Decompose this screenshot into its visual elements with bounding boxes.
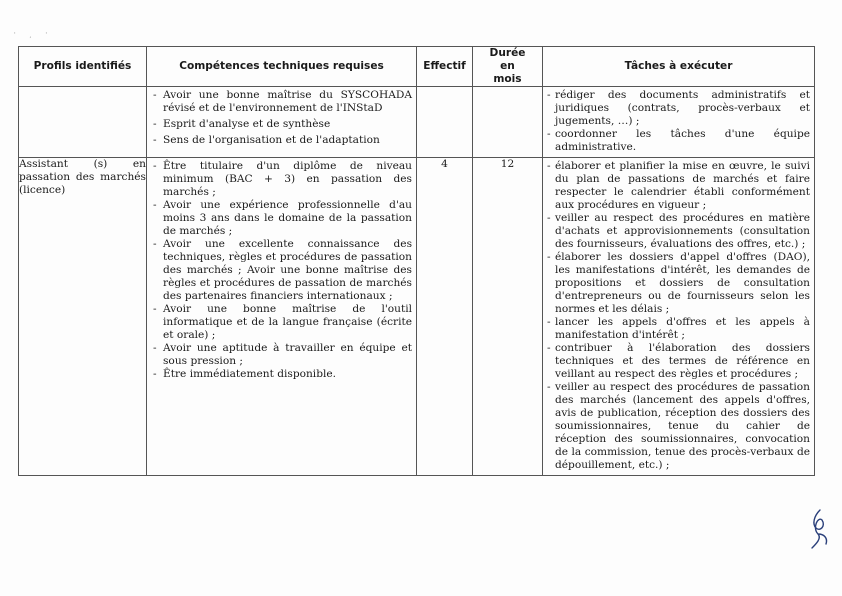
duree-cell [473, 87, 543, 158]
list-item: - élaborer les dossiers d'appel d'offres (DAO), les manifestations d'intérêt, les demandes de propositions et dossiers de consultation d'entrepreneurs ou de fournisseurs selon les normes et les délais ; [547, 251, 810, 316]
list-item: - rédiger des documents administratifs et juridiques (contrats, procès-verbaux et jugements, …) ; [547, 89, 810, 128]
header-duree: Durée en mois [473, 47, 543, 87]
competences-list [147, 87, 416, 153]
header-taches: Tâches à exécuter [543, 47, 815, 87]
list-item: - contribuer à l'élaboration des dossiers techniques et des termes de référence en veillant au respect des règles et procédures ; [547, 342, 810, 381]
taches-list [543, 158, 814, 475]
list-item: - Avoir une excellente connaissance des techniques, règles et procédures de passation des marchés ; Avoir une bonne maîtrise des règles et procédures de passation de marchés des partenaires financiers internationaux ; [151, 238, 412, 303]
duree-cell: 12 [473, 158, 543, 476]
list-item: - coordonner les tâches d'une équipe administrative. [547, 128, 810, 154]
list-item: - Avoir une expérience professionnelle d'au moins 3 ans dans le domaine de la passation de marchés ; [151, 199, 412, 238]
list-item: - Sens de l'organisation et de l'adaptation [151, 134, 412, 147]
list-item: - veiller au respect des procédures de passation des marchés (lancement des appels d'offres, avis de publication, réception des dossiers des soumissionnaires, tenue du cahier de réception des soumissionnaires, convocation de la commission, tenue des procès-verbaux de dépouillement, etc.) ; [547, 381, 810, 472]
list-item: - Avoir une aptitude à travailler en équipe et sous pression ; [151, 342, 412, 368]
list-item: - Être titulaire d'un diplôme de niveau minimum (BAC + 3) en passation des marchés ; [151, 160, 412, 199]
effectif-cell: 4 [417, 158, 473, 476]
taches-list [543, 87, 814, 157]
taches-cell [543, 158, 815, 476]
competences-cell [147, 158, 417, 476]
table-row [19, 87, 815, 158]
list-item: - Avoir une bonne maîtrise de l'outil informatique et de la langue française (écrite et orale) ; [151, 303, 412, 342]
list-item: - veiller au respect des procédures en matière d'achats et approvisionnements (consultation des fournisseurs, évaluations des offres, etc.) ; [547, 212, 810, 251]
signature-initials-icon [806, 508, 832, 552]
taches-cell [543, 87, 815, 158]
competences-list [147, 158, 416, 384]
profile-cell [19, 87, 147, 158]
list-item: - lancer les appels d'offres et les appels à manifestation d'intérêt ; [547, 316, 810, 342]
competences-cell [147, 87, 417, 158]
list-item: - élaborer et planifier la mise en œuvre, le suivi du plan de passations de marchés et faire respecter le calendrier établi conformément aux procédures en vigueur ; [547, 160, 810, 212]
header-effectif: Effectif [417, 47, 473, 87]
list-item: - Avoir une bonne maîtrise du SYSCOHADA révisé et de l'environnement de l'INStaD [151, 89, 412, 115]
effectif-cell [417, 87, 473, 158]
profile-cell: Assistant (s) en passation des marchés (licence) [19, 158, 147, 476]
job-profiles-table [18, 46, 815, 476]
list-item: - Esprit d'analyse et de synthèse [151, 118, 412, 131]
table-row [19, 158, 815, 476]
scan-specks: ' , ' [14, 32, 54, 39]
table-header-row [19, 47, 815, 87]
list-item: - Être immédiatement disponible. [151, 368, 412, 381]
header-competences: Compétences techniques requises [147, 47, 417, 87]
header-profils: Profils identifiés [19, 47, 147, 87]
